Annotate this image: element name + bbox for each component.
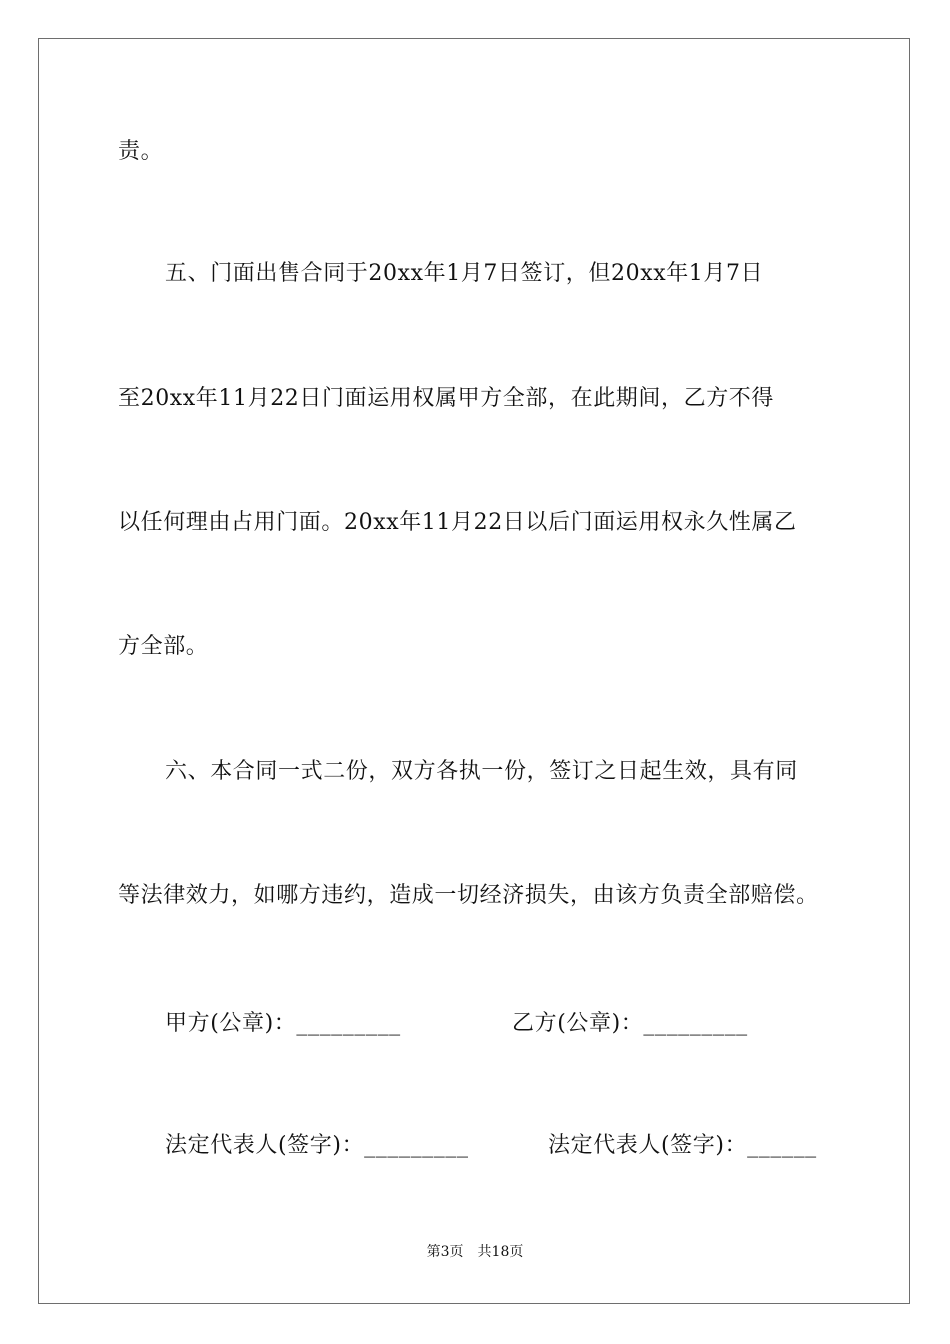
party-b-representative: 法定代表人(签字)：______	[548, 1133, 817, 1158]
party-b-seal: 乙方(公章)：_________	[512, 1011, 748, 1036]
clause-six-line-1: 六、本合同一式二份，双方各执一份，签订之日起生效，具有同	[165, 759, 798, 784]
page-border	[38, 38, 910, 1304]
clause-five-line-1: 五、门面出售合同于20xx年1月7日签订，但20xx年1月7日	[165, 261, 764, 286]
text-line-1: 责。	[118, 139, 164, 164]
clause-six-line-2: 等法律效力，如哪方违约，造成一切经济损失，由该方负责全部赔偿。	[118, 883, 819, 908]
clause-five-line-4: 方全部。	[118, 634, 209, 659]
clause-five-line-3: 以任何理由占用门面。20xx年11月22日以后门面运用权永久性属乙	[118, 510, 797, 535]
clause-five-line-2: 至20xx年11月22日门面运用权属甲方全部，在此期间，乙方不得	[118, 386, 774, 411]
party-a-seal: 甲方(公章)：_________	[165, 1011, 401, 1036]
page-number: 第3页 共18页	[426, 1244, 524, 1260]
party-a-representative: 法定代表人(签字)：_________	[165, 1133, 469, 1158]
